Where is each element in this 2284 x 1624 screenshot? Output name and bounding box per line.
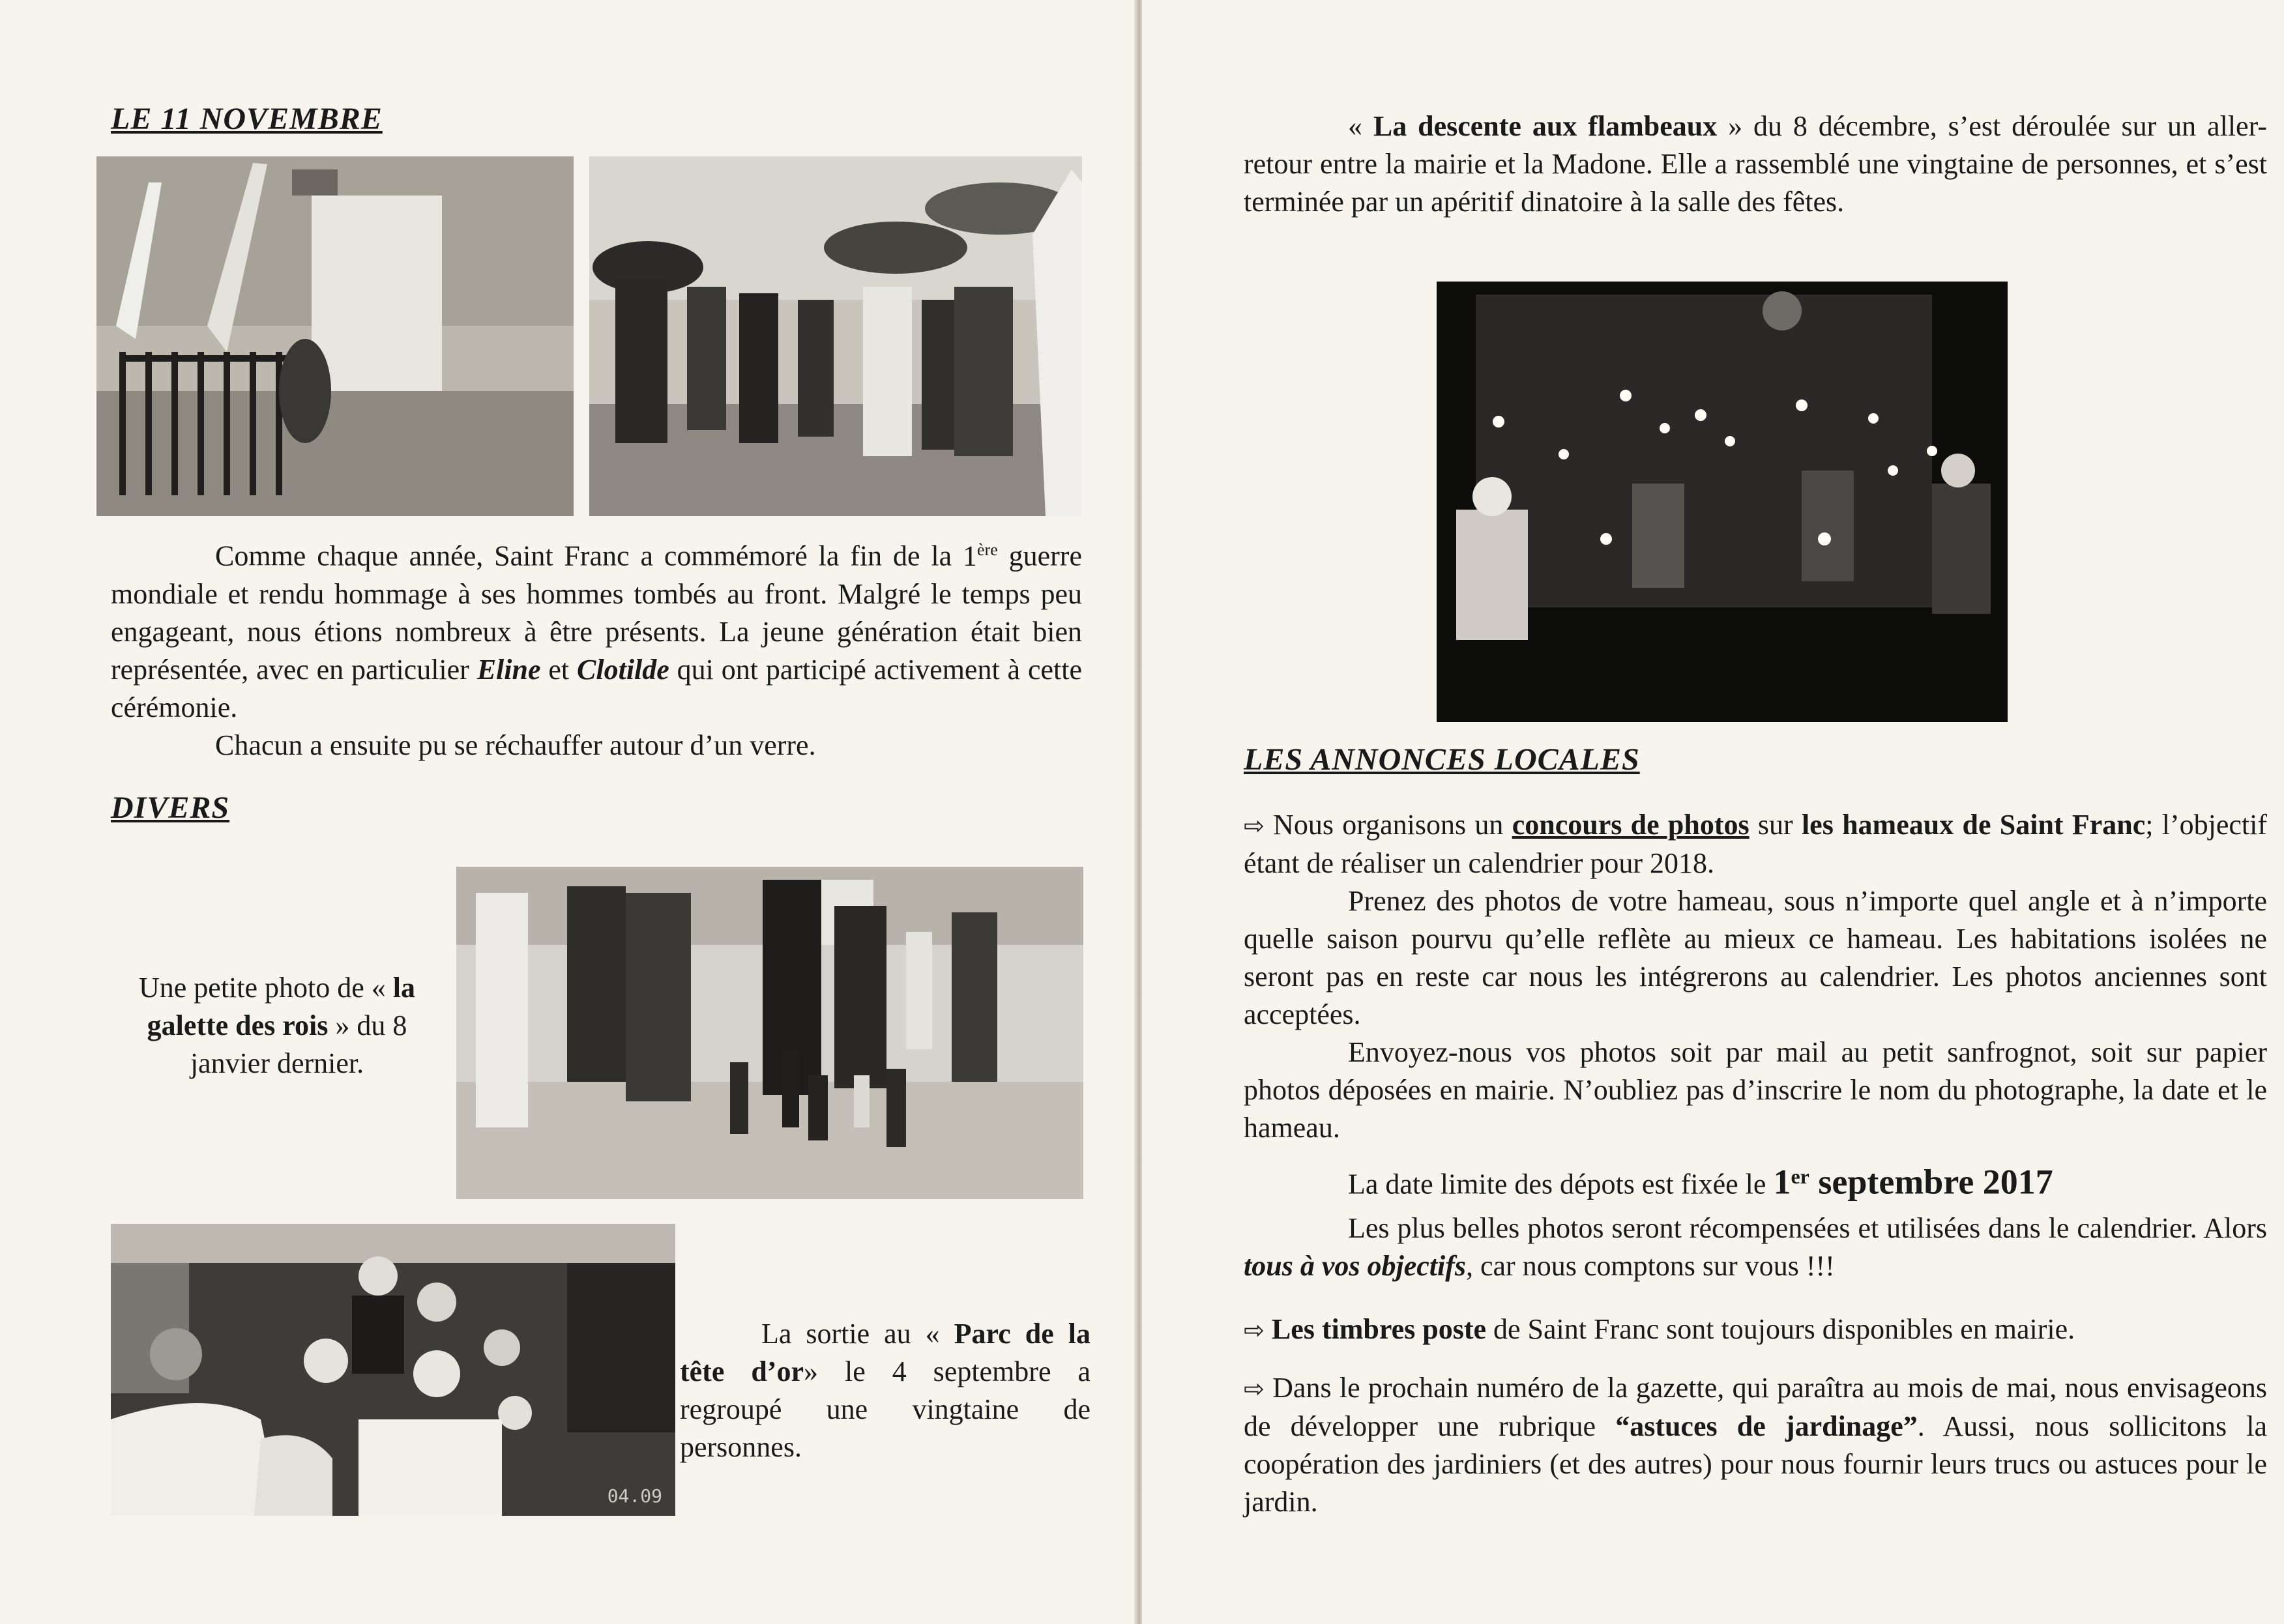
- envoyez-paragraph: Envoyez-nous vos photos soit par mail au petit sanfrognot, soit sur papier photos déposées en mairie. N’oubliez pas d’inscrire le nom du photographe, la date et le hameau.: [1244, 1036, 2267, 1144]
- timbres-line: [1244, 1311, 2267, 1349]
- concours-text-1: Nous organisons un: [1264, 809, 1512, 841]
- prochain-text-2: . Aussi, nous sollicitons la coopération des jardiniers (et des autres) pour nous fournir leurs trucs ou astuces pour le jardin.: [1244, 1410, 2267, 1518]
- concours-bold-underline: concours de photos: [1512, 809, 1750, 841]
- parc-caption: [680, 1315, 1091, 1466]
- nov-text-4: qui ont participé activement à cette cérémonie.: [111, 653, 1082, 723]
- belles-text-2: , car nous comptons sur vous !!!: [1465, 1250, 1835, 1282]
- nov-paragraph: [111, 531, 1082, 764]
- nov-text-2: guerre mondiale et rendu hommage à ses hommes tombés au front. Malgré le temps peu engageant, nous étions nombreux à être présents. La jeune génération était bien représentée, avec en particulier: [111, 540, 1082, 686]
- date-sup: er: [1791, 1165, 1809, 1188]
- belles-paragraph: [1244, 1210, 2267, 1285]
- date-bold: septembre 2017: [1809, 1162, 2053, 1202]
- concours-bold: les hameaux de Saint Franc: [1801, 809, 2146, 841]
- belles-bold-italic: tous à vos objectifs: [1244, 1250, 1466, 1282]
- descente-text-1: «: [1348, 110, 1373, 142]
- galette-text-1: Une petite photo de «: [138, 972, 393, 1004]
- timbres-bold: Les timbres poste: [1271, 1313, 1487, 1345]
- nov-sup: ère: [977, 540, 998, 559]
- concours-text-3: ; l’objectif étant de réaliser un calendrier pour 2018.: [1244, 809, 2268, 879]
- photo-galette-des-rois: [456, 867, 1083, 1199]
- timbres-text: de Saint Franc sont toujours disponibles en mairie.: [1486, 1313, 2075, 1345]
- arrow-icon: ⇨: [1244, 811, 1265, 840]
- belles-text-1: Les plus belles photos seront récompensées et utilisées dans le calendrier. Alors: [1348, 1212, 2267, 1244]
- prenez-paragraph: Prenez des photos de votre hameau, sous n’importe quel angle et à n’importe quelle saison pourvu qu’elle reflète au mieux ce hameau. Les habitations isolées ne seront pas en reste car nous les intégrerons au calendrier. Les photos anciennes sont acceptées.: [1244, 885, 2267, 1030]
- nov-text-3: et: [540, 653, 578, 686]
- prochain-paragraph: [1244, 1369, 2267, 1521]
- arrow-icon: ⇨: [1244, 1316, 1265, 1344]
- heading-annonces-locales: LES ANNONCES LOCALES: [1244, 742, 1640, 777]
- galette-text-2: » du 8 janvier dernier.: [190, 1009, 407, 1079]
- heading-divers: DIVERS: [111, 790, 230, 825]
- photo-bus-parc-tete-dor: [111, 1224, 675, 1516]
- galette-caption: [114, 969, 440, 1082]
- descente-paragraph: [1244, 108, 2267, 221]
- arrow-icon: ⇨: [1244, 1374, 1265, 1403]
- name-eline: Eline: [476, 653, 541, 686]
- photo-ceremony-crowd: [589, 156, 1082, 516]
- heading-11-novembre: LE 11 NOVEMBRE: [111, 102, 383, 136]
- photo-war-memorial: [96, 156, 574, 516]
- nov-text-1: Comme chaque année, Saint Franc a commémoré la fin de la 1: [215, 540, 978, 572]
- date-text: La date limite des dépots est fixée le: [1348, 1168, 1774, 1200]
- nov-text-5: Chacun a ensuite pu se réchauffer autour d’un verre.: [215, 729, 816, 761]
- parc-text-1: La sortie au «: [761, 1318, 954, 1350]
- photo-datestamp: 04.09: [607, 1485, 662, 1507]
- concours-paragraph: [1244, 806, 2267, 1147]
- concours-text-2: sur: [1749, 809, 1802, 841]
- prochain-text-1: Dans le prochain numéro de la gazette, qui paraîtra au mois de mai, nous envisageons de développer une rubrique: [1244, 1372, 2267, 1442]
- parc-bold: Parc de la tête d’or: [680, 1318, 1091, 1387]
- left-page: [0, 0, 1137, 1624]
- date-limite-line: [1348, 1153, 2053, 1208]
- galette-bold: la galette des rois: [147, 972, 416, 1041]
- parc-text-2: » le 4 septembre a regroupé une vingtaine de personnes.: [680, 1356, 1091, 1463]
- descente-text-2: » du 8 décembre, s’est déroulée sur un aller-retour entre la mairie et la Madone. Elle a rassemblé une vingtaine de personnes, et s’est terminée par un apéritif dinatoire à la salle des fêtes.: [1244, 110, 2267, 218]
- prochain-bold: “astuces de jardinage”: [1615, 1410, 1918, 1442]
- photo-descente-flambeaux: [1437, 282, 2008, 722]
- date-day: 1: [1773, 1162, 1791, 1202]
- descente-bold: La descente aux flambeaux: [1373, 110, 1718, 142]
- name-clotilde: Clotilde: [577, 653, 669, 686]
- right-page: [1142, 0, 2284, 1624]
